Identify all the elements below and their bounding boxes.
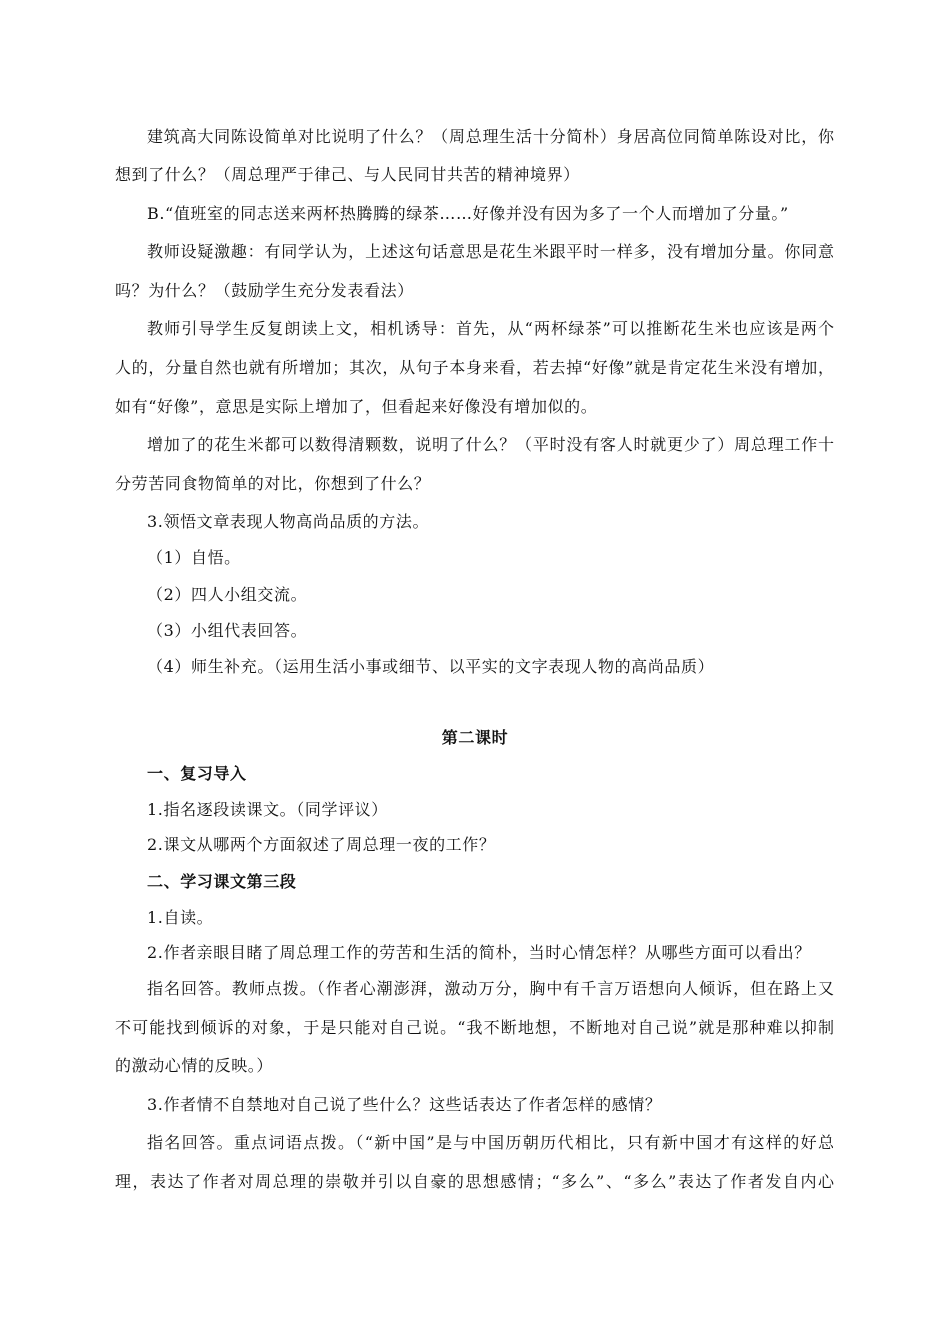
paragraph-line: 1.自读。 (147, 908, 214, 927)
section-title: 第二课时 (441, 728, 509, 747)
paragraph-line: 2.课文从哪两个方面叙述了周总理一夜的工作？ (147, 835, 496, 854)
paragraph-line: 吗？为什么？（鼓励学生充分发表看法） (115, 281, 414, 300)
paragraph-line: 教师设疑激趣：有同学认为，上述这句话意思是花生米跟平时一样多，没有增加分量。你同意 (147, 242, 834, 261)
paragraph-line: 分劳苦同食物简单的对比，你想到了什么？ (115, 474, 431, 493)
paragraph-line: 3.领悟文章表现人物高尚品质的方法。 (147, 512, 430, 531)
paragraph-line: 指名回答。重点词语点拨。（“新中国”是与中国历朝历代相比，只有新中国才有这样的好总 (147, 1133, 834, 1152)
list-item: （3）小组代表回答。 (147, 621, 308, 640)
paragraph-line: 教师引导学生反复朗读上文，相机诱导：首先，从“两杯绿茶”可以推断花生米也应该是两个 (147, 319, 834, 338)
list-item: （2）四人小组交流。 (147, 585, 308, 604)
paragraph-line: 人的，分量自然也就有所增加；其次，从句子本身来看，若去掉“好像”就是肯定花生米没有增加， (115, 358, 834, 377)
section-heading: 一、复习导入 (147, 764, 247, 783)
list-item: （4）师生补充。（运用生活小事或细节、以平实的文字表现人物的高尚品质） (147, 657, 715, 676)
paragraph-line: 想到了什么？（周总理严于律己、与人民同甘共苦的精神境界） (115, 165, 580, 184)
paragraph-line: 1.指名逐段读课文。（同学评议） (147, 800, 388, 819)
paragraph-line: 指名回答。教师点拨。（作者心潮澎湃，激动万分，胸中有千言万语想向人倾诉，但在路上又 (147, 979, 834, 998)
paragraph-line: 如有“好像”，意思是实际上增加了，但看起来好像没有增加似的。 (115, 397, 598, 416)
list-item: （1）自悟。 (147, 548, 241, 567)
paragraph-line: 的激动心情的反映。） (115, 1056, 274, 1075)
paragraph-line: 不可能找到倾诉的对象，于是只能对自己说。“我不断地想，不断地对自己说”就是那种难以抑制 (115, 1018, 834, 1037)
paragraph-line: 2.作者亲眼目睹了周总理工作的劳苦和生活的简朴，当时心情怎样？从哪些方面可以看出？ (147, 943, 811, 962)
paragraph-line: 增加了的花生米都可以数得清颗数，说明了什么？（平时没有客人时就更少了）周总理工作十 (147, 435, 834, 454)
paragraph-line: 建筑高大同陈设简单对比说明了什么？（周总理生活十分简朴）身居高位同简单陈设对比，你 (147, 127, 834, 146)
paragraph-line: 3.作者情不自禁地对自己说了些什么？这些话表达了作者怎样的感情？ (147, 1095, 662, 1114)
paragraph-line: B.“值班室的同志送来两杯热腾腾的绿茶……好像并没有因为多了一个人而增加了分量。” (147, 204, 789, 223)
section-heading: 二、学习课文第三段 (147, 872, 297, 891)
paragraph-line: 理，表达了作者对周总理的崇敬并引以自豪的思想感情；“多么”、“多么”表达了作者发自内心 (115, 1172, 834, 1191)
